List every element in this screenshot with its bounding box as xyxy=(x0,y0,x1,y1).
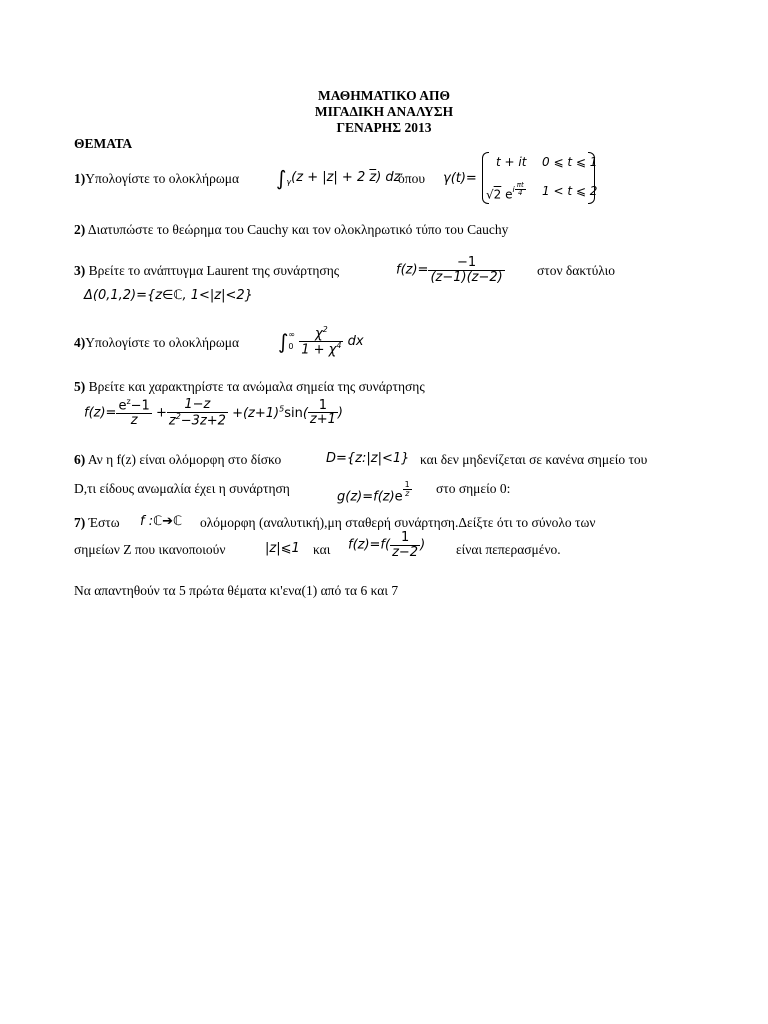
question-2 xyxy=(74,223,508,237)
header-line-university: ΜΑΘΗΜΑΤΙΚΟ ΑΠΘ xyxy=(318,88,450,103)
header-line-course: ΜΙΓΑΔΙΚΗ ΑΝΑΛΥΣΗ xyxy=(314,104,454,119)
question-6-function: g(z)=f(z)e $^{\frac{1}{z}}$ xyxy=(337,480,410,505)
question-1-number: 1) xyxy=(74,171,86,186)
instructions: Να απαντηθούν τα 5 πρώτα θέματα κι'ενα(1) από τα 6 και 7 xyxy=(74,583,399,598)
question-6-text-b: και δεν μηδενίζεται σε κανένα σημείο του xyxy=(420,452,648,467)
question-1-case1-expr: t + it xyxy=(496,155,527,169)
question-6-line1 xyxy=(74,453,281,467)
question-7-text-d: και xyxy=(313,542,331,557)
question-7-line1 xyxy=(74,516,120,530)
question-1-text: Υπολογίστε το ολοκλήρωμα xyxy=(85,171,240,186)
question-7-text-b: ολόμορφη (αναλυτική),μη σταθερή συνάρτηση.Δείξτε ότι το σύνολο των xyxy=(200,515,596,530)
question-3 xyxy=(74,264,339,278)
question-6-text-a: Αν η f(z) είναι ολόμορφη στο δίσκο xyxy=(87,452,282,467)
question-7-text-e: είναι πεπερασμένο. xyxy=(456,542,561,557)
question-7-number: 7) xyxy=(74,515,86,530)
question-1-case2-expr: √2 $e^{i \frac{\pi t}{4}}$ xyxy=(486,181,524,202)
question-7-map: f :ℂ➔ℂ xyxy=(140,514,183,529)
question-5-function: f(z)= $\frac{e^z-1}{z}$ + $\frac{1-z}{z^2-3z+2}$ $+(z+1)^5\sin$( $\frac{1}{z+1}$ ) xyxy=(84,397,343,428)
question-5 xyxy=(74,380,425,394)
question-1-integral: $\int_\gamma(z + |z| + 2$ $\overline{z}$) dz xyxy=(276,166,401,190)
header-line-date: ΓΕΝΑΡΗΣ 2013 xyxy=(336,120,432,135)
question-1-case2-cond: 1 < t ⩽ 2 xyxy=(542,184,598,198)
question-4-text: Υπολογίστε το ολοκλήρωμα xyxy=(85,335,240,350)
question-6-text-c: D,τι είδους ανωμαλία έχει η συνάρτηση xyxy=(74,481,290,496)
question-3-after: στον δακτύλιο xyxy=(537,263,616,278)
question-3-annulus: Δ(0,1,2)={z∈ℂ, 1<|z|<2} xyxy=(84,288,253,303)
question-2-text: Διατυπώστε το θεώρημα του Cauchy και τον ολοκληρωτικό τύπο του Cauchy xyxy=(87,222,509,237)
question-1-gamma: γ(t)= xyxy=(443,171,477,186)
question-6-disc: D={z:|z|<1} xyxy=(326,451,410,466)
question-7-equation: f(z)=f( $\frac{1}{z-2}$ ) xyxy=(348,530,426,560)
question-6-number: 6) xyxy=(74,452,86,467)
question-5-text: Βρείτε και χαρακτηρίστε τα ανώμαλα σημεία της συνάρτησης xyxy=(88,379,425,394)
question-1-right-brace xyxy=(588,152,595,204)
question-5-number: 5) xyxy=(74,379,86,394)
question-7-text-a: Έστω xyxy=(88,515,120,530)
question-1-where: όπου xyxy=(398,171,425,186)
question-6-text-d: στο σημείο 0: xyxy=(436,481,511,496)
question-4 xyxy=(74,336,239,350)
question-3-text: Βρείτε το ανάπτυγμα Laurent της συνάρτησης xyxy=(88,263,340,278)
question-3-function: f(z)= $\frac{-1}{(z-1)(z-2)}$ xyxy=(396,255,503,285)
question-1 xyxy=(74,172,239,186)
question-7-condition: |z|⩽1 xyxy=(265,541,300,556)
topics-heading: ΘΕΜΑΤΑ xyxy=(74,136,133,151)
question-4-integral: ∫∞ 0 $\frac{\chi^2}{1 + \chi^4}$ dx xyxy=(278,325,364,358)
question-4-number: 4) xyxy=(74,335,86,350)
question-7-text-c: σημείων Z που ικανοποιούν xyxy=(74,542,226,557)
question-3-number: 3) xyxy=(74,263,86,278)
question-1-case1-cond: 0 ⩽ t ⩽ 1 xyxy=(542,155,598,169)
question-2-number: 2) xyxy=(74,222,86,237)
